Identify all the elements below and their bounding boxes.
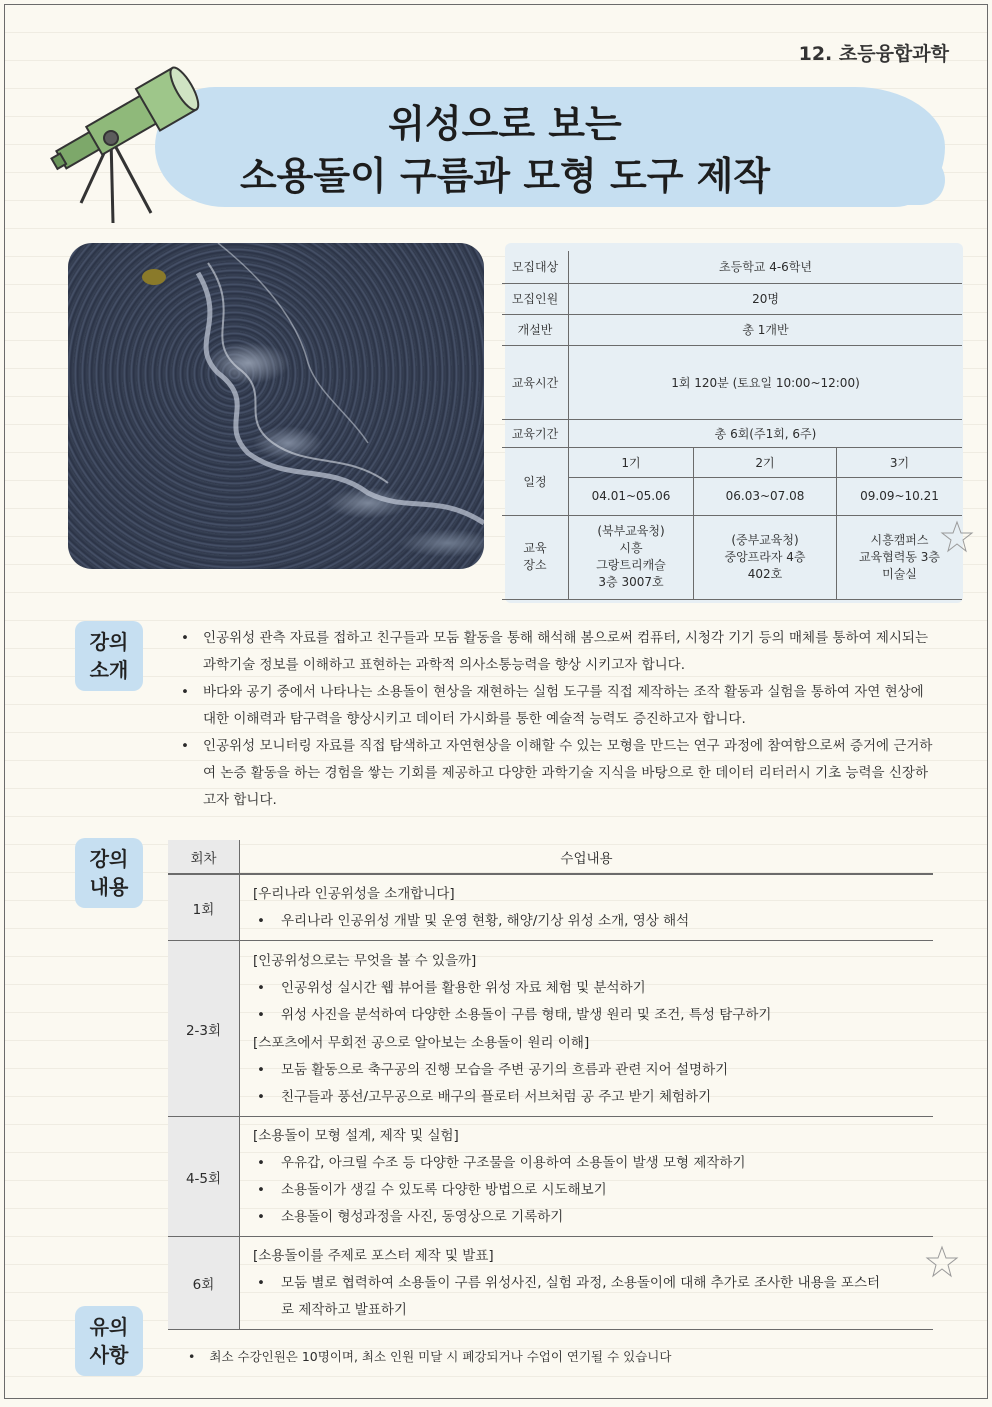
block-heading: [스포츠에서 무회전 공으로 알아보는 소용돌이 원리 이해] — [253, 1034, 590, 1051]
place-line: (북부교육청) — [597, 524, 665, 538]
list-item: • 바다와 공기 중에서 나타나는 소용돌이 현상을 재현하는 실험 도구를 직접 제작하는 조작 활동과 실험을 통하여 자연 현상에 대한 이해력과 탐구력을 향상시키고 데이터 가시화를 통한 예술적 능력도 증진하고자 합니다. — [177, 679, 937, 733]
count-value: 20명 — [569, 283, 963, 314]
count-label: 모집인원 — [502, 283, 569, 314]
block-bullet: • 소용돌이 형성과정을 사진, 동영상으로 기록하기 — [253, 1204, 932, 1231]
curriculum-badge-line-1: 강의 — [89, 847, 129, 871]
term-1-name: 1기 — [569, 447, 694, 477]
term-3-dates: 09.09~10.21 — [837, 477, 963, 515]
list-item: • 인공위성 모니터링 자료를 직접 탐색하고 자연현상을 이해할 수 있는 모형을 만드는 연구 과정에 참여함으로써 증거에 근거하여 논증 활동을 하는 경험을 쌓는 기회를 제공하고 다양한 과학기술 지식을 바탕으로 한 데이터 리터러시 기초 능력을 신장하고자 합니다. — [177, 733, 937, 814]
place-line: 3층 3007호 — [598, 575, 664, 589]
title-line-1: 위성으로 보는 — [388, 102, 622, 146]
block-heading: [소용돌이를 주제로 포스터 제작 및 발표] — [253, 1248, 494, 1264]
curriculum-badge — [75, 838, 143, 908]
table-row — [168, 941, 933, 1117]
place-line: 교육협력동 3층 — [858, 549, 940, 564]
curriculum-badge-line-2: 내용 — [89, 875, 129, 899]
col-content-header: 수업내용 — [240, 840, 934, 874]
block-bullet: • 우리나라 인공위성 개발 및 운영 현황, 해양/기상 위성 소개, 영상 해석 — [253, 908, 932, 935]
session-cell: 1회 — [168, 874, 240, 941]
place-line: 402호 — [747, 566, 783, 581]
table-row — [168, 874, 933, 941]
term-2-place — [694, 515, 837, 599]
title-line-2: 소용돌이 구름과 모형 도구 제작 — [239, 154, 771, 198]
notes-badge-line-1: 유의 — [89, 1315, 129, 1339]
session-cell: 2-3회 — [168, 941, 240, 1117]
intro-badge — [75, 621, 143, 691]
place-line: 중앙프라자 4층 — [724, 549, 806, 564]
page — [4, 4, 988, 1399]
notes-badge — [75, 1306, 143, 1376]
place-line: 시흥 — [619, 541, 643, 555]
block-bullet: • 친구들과 풍선/고무공으로 배구의 플로터 서브처럼 공 주고 받기 체험하기 — [253, 1084, 932, 1111]
block-bullet: • 위성 사진을 분석하여 다양한 소용돌이 구름 형태, 발생 원리 및 조건, 특성 탐구하기 — [253, 1002, 932, 1029]
place-line: 미술실 — [882, 566, 917, 581]
table-row — [168, 1237, 933, 1330]
target-label: 모집대상 — [502, 251, 569, 283]
satellite-photo — [68, 243, 484, 569]
course-info-table — [502, 251, 962, 600]
content-cell — [240, 1117, 934, 1237]
term-2-name: 2기 — [694, 447, 837, 477]
place-label-2: 장소 — [523, 558, 547, 572]
block-heading: [소용돌이 모형 설계, 제작 및 실험] — [253, 1128, 459, 1144]
block-bullet: • 소용돌이가 생길 수 있도록 다양한 방법으로 시도해보기 — [253, 1177, 932, 1204]
term-1-place — [569, 515, 694, 599]
notes-badge-line-2: 사항 — [89, 1343, 129, 1367]
block-bullet: • 모둠 별로 협력하여 소용돌이 구름 위성사진, 실험 과정, 소용돌이에 대해 추가로 조사한 내용을 포스터로 제작하고 발표하기 — [253, 1270, 932, 1324]
class-value: 총 1개반 — [569, 314, 963, 345]
block-bullet: • 인공위성 실시간 웹 뷰어를 활용한 위성 자료 체험 및 분석하기 — [253, 975, 932, 1002]
block-bullet: • 우유갑, 아크릴 수조 등 다양한 구조물을 이용하여 소용돌이 발생 모형 제작하기 — [253, 1150, 932, 1177]
col-session-header: 회차 — [168, 840, 240, 874]
curriculum-table — [168, 840, 933, 1330]
notes-text: • 최소 수강인원은 10명이며, 최소 인원 미달 시 폐강되거나 수업이 연기될 수 있습니다 — [188, 1347, 671, 1365]
intro-badge-line-1: 강의 — [89, 630, 129, 654]
page-title — [155, 98, 855, 202]
place-label-1: 교육 — [523, 541, 547, 555]
block-heading: [인공위성으로는 무엇을 볼 수 있을까] — [253, 952, 477, 969]
content-cell — [240, 941, 934, 1117]
intro-badge-line-2: 소개 — [89, 658, 129, 682]
place-label — [502, 515, 569, 599]
session-cell: 6회 — [168, 1237, 240, 1330]
content-cell — [240, 1237, 934, 1330]
time-label: 교육시간 — [502, 345, 569, 419]
place-line: 그랑트리캐슬 — [596, 558, 666, 572]
class-label: 개설반 — [502, 314, 569, 345]
time-value: 1회 120분 (토요일 10:00~12:00) — [569, 345, 963, 419]
block-bullet: • 모둠 활동으로 축구공의 진행 모습을 주변 공기의 흐름과 관련 지어 설명하기 — [253, 1057, 932, 1084]
session-cell: 4-5회 — [168, 1117, 240, 1237]
place-line: 시흥캠퍼스 — [870, 532, 929, 547]
place-line: (중부교육청) — [731, 532, 799, 547]
block-heading: [우리나라 인공위성을 소개합니다] — [253, 886, 455, 902]
schedule-label: 일정 — [502, 447, 569, 515]
period-label: 교육기간 — [502, 419, 569, 447]
period-value: 총 6회(주1회, 6주) — [569, 419, 963, 447]
intro-list — [177, 625, 937, 814]
term-1-dates: 04.01~05.06 — [569, 477, 694, 515]
target-value: 초등학교 4-6학년 — [569, 251, 963, 283]
star-doodle-icon — [940, 520, 974, 554]
series-label: 12. 초등융합과학 — [798, 43, 949, 65]
table-row — [168, 1117, 933, 1237]
list-item: • 인공위성 관측 자료를 접하고 친구들과 모둠 활동을 통해 해석해 봄으로써 컴퓨터, 시청각 기기 등의 매체를 통하여 제시되는 과학기술 정보를 이해하고 표현하는 과학적 의사소통능력을 향상 시키고자 합니다. — [177, 625, 937, 679]
term-3-name: 3기 — [837, 447, 963, 477]
term-2-dates: 06.03~07.08 — [694, 477, 837, 515]
content-cell — [240, 874, 934, 941]
